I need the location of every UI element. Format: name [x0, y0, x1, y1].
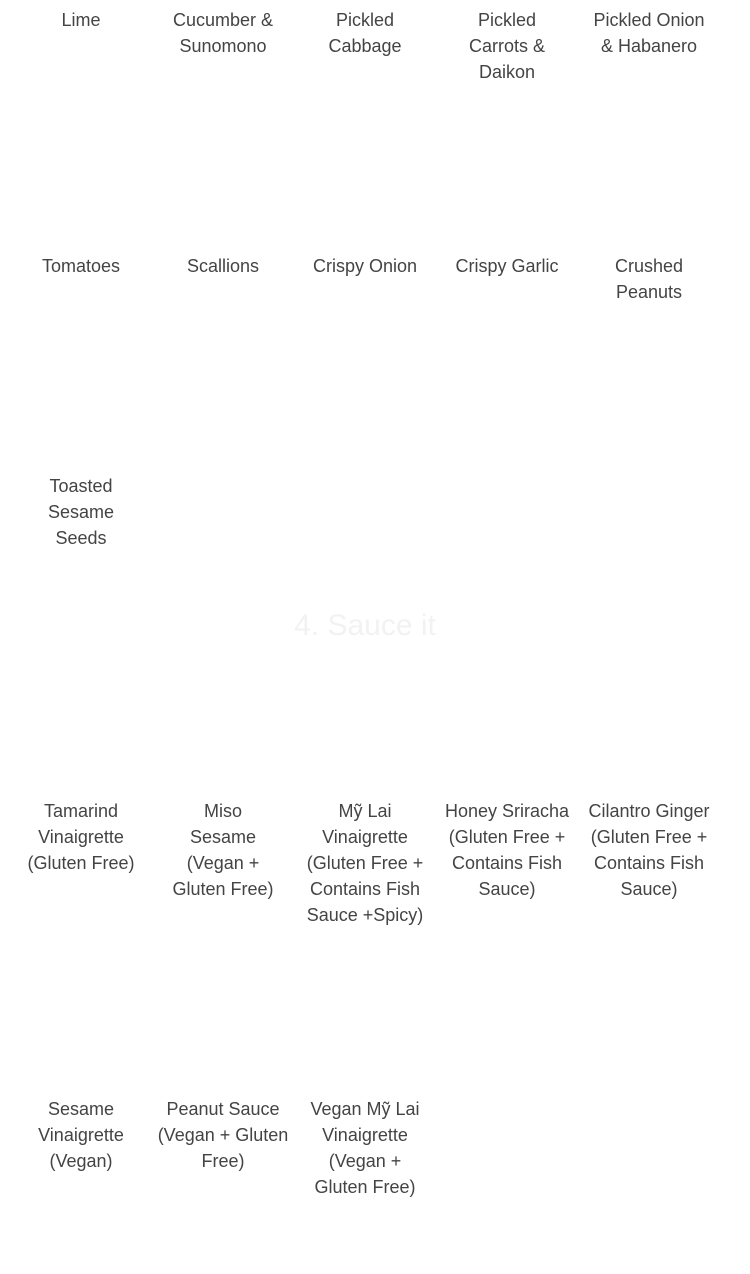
section-heading-sauce: 4. Sauce it — [294, 609, 436, 642]
sauce-cilantro-ginger[interactable]: Cilantro Ginger (Gluten Free + Contains Fish Sauce) — [588, 801, 710, 899]
topping-tomatoes[interactable]: Tomatoes — [41, 256, 121, 276]
toppings-row-1 — [10, 7, 720, 85]
topping-pickled-carrots-daikon[interactable]: Pickled Carrots & Daikon — [468, 10, 546, 82]
sauce-row-2 — [10, 1096, 720, 1200]
topping-crispy-garlic[interactable]: Crispy Garlic — [455, 256, 559, 276]
topping-crispy-onion[interactable]: Crispy Onion — [312, 256, 418, 276]
topping-lime[interactable]: Lime — [61, 10, 101, 30]
topping-scallions[interactable]: Scallions — [186, 256, 260, 276]
topping-pickled-cabbage[interactable]: Pickled Cabbage — [328, 10, 402, 56]
topping-crushed-peanuts[interactable]: Crushed Peanuts — [614, 256, 684, 302]
toppings-row-3 — [10, 473, 720, 551]
topping-toasted-sesame-seeds[interactable]: Toasted Sesame Seeds — [47, 476, 115, 548]
toppings-row-2 — [10, 253, 720, 305]
topping-cucumber-sunomono[interactable]: Cucumber & Sunomono — [172, 10, 274, 56]
sauce-miso-sesame[interactable]: Miso Sesame (Vegan + Gluten Free) — [172, 801, 274, 899]
sauce-my-lai-vinaigrette[interactable]: Mỹ Lai Vinaigrette (Gluten Free + Contains Fish Sauce +Spicy) — [306, 801, 424, 925]
sauce-vegan-my-lai-vinaigrette[interactable]: Vegan Mỹ Lai Vinaigrette (Vegan + Gluten Free) — [310, 1099, 420, 1197]
topping-pickled-onion-habanero[interactable]: Pickled Onion & Habanero — [593, 10, 705, 56]
sauce-honey-sriracha[interactable]: Honey Sriracha (Gluten Free + Contains Fish Sauce) — [444, 801, 570, 899]
sauce-sesame-vinaigrette[interactable]: Sesame Vinaigrette (Vegan) — [38, 1099, 124, 1171]
sauce-peanut-sauce[interactable]: Peanut Sauce (Vegan + Gluten Free) — [157, 1099, 289, 1171]
sauce-tamarind-vinaigrette[interactable]: Tamarind Vinaigrette (Gluten Free) — [27, 801, 135, 873]
sauce-row-1 — [10, 798, 720, 928]
